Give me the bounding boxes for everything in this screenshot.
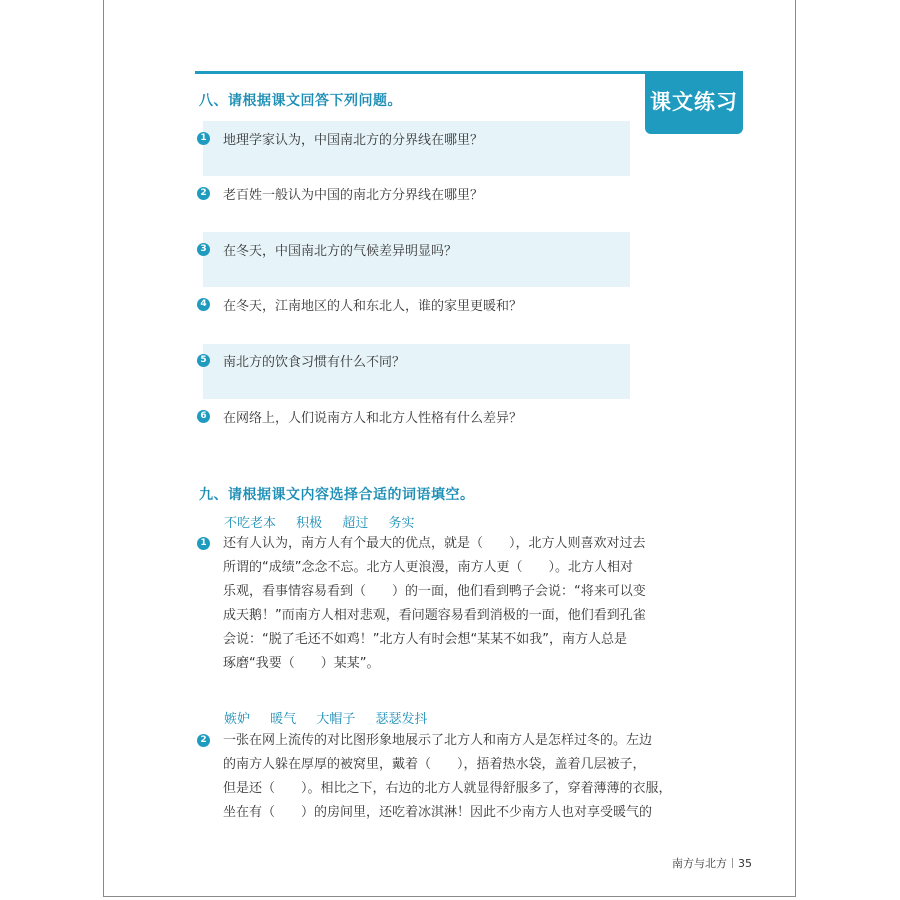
exercise-number-badge: 2 xyxy=(197,734,210,747)
paragraph-line: 乐观，看事情容易看到（ ）的一面，他们看到鸭子会说：“将来可以变 xyxy=(223,584,646,599)
word-bank-item: 嫉妒 xyxy=(224,712,251,727)
word-bank-item: 大帽子 xyxy=(316,712,356,727)
paragraph-line: 琢磨“我要（ ）某某”。 xyxy=(223,656,380,671)
word-bank-item: 积极 xyxy=(296,516,323,531)
exercise-paragraph-1 xyxy=(197,532,646,676)
exercise-paragraph-2 xyxy=(197,729,672,825)
word-bank-item: 不吃老本 xyxy=(224,516,277,531)
question-item xyxy=(197,350,405,370)
paragraph-line: 会说：“脱了毛还不如鸡！”北方人有时会想“某某不如我”，南方人总是 xyxy=(223,632,627,647)
question-text: 南北方的饮食习惯有什么不同？ xyxy=(223,354,406,370)
question-text: 在冬天，江南地区的人和东北人，谁的家里更暖和？ xyxy=(223,298,523,314)
paragraph-line: 成天鹅！”而南方人相对悲观，看问题容易看到消极的一面，他们看到孔雀 xyxy=(223,608,646,623)
question-number-badge: 2 xyxy=(197,187,210,200)
paragraph-line: 一张在网上流传的对比图形象地展示了北方人和南方人是怎样过冬的。左边 xyxy=(223,733,653,748)
question-number-badge: 4 xyxy=(197,298,210,311)
question-number-badge: 1 xyxy=(197,132,210,145)
word-bank-1 xyxy=(224,512,424,531)
exercise-number-badge: 1 xyxy=(197,537,210,550)
section-9-title: 九、请根据课文内容选择合适的词语填空。 xyxy=(199,487,475,503)
question-text: 老百姓一般认为中国的南北方分界线在哪里？ xyxy=(223,187,484,203)
question-item xyxy=(197,406,522,426)
question-number-badge: 6 xyxy=(197,410,210,423)
section-tab: 课文练习 xyxy=(645,71,743,134)
word-bank-item: 瑟瑟发抖 xyxy=(375,712,428,727)
paragraph-line: 所谓的“成绩”念念不忘。北方人更浪漫，南方人更（ ）。北方人相对 xyxy=(223,560,633,575)
question-item xyxy=(197,183,483,203)
footer-book-title: 南方与北方 xyxy=(672,857,727,870)
question-number-badge: 5 xyxy=(197,354,210,367)
footer-divider xyxy=(732,858,733,868)
page-footer xyxy=(672,855,752,871)
word-bank-item: 暖气 xyxy=(270,712,297,727)
question-text: 地理学家认为，中国南北方的分界线在哪里？ xyxy=(223,132,484,148)
section-8-title: 八、请根据课文回答下列问题。 xyxy=(199,93,402,109)
question-item xyxy=(197,239,457,259)
question-number-badge: 3 xyxy=(197,243,210,256)
word-bank-item: 务实 xyxy=(388,516,415,531)
question-text: 在冬天，中国南北方的气候差异明显吗？ xyxy=(223,243,458,259)
question-item xyxy=(197,294,522,314)
paragraph-line: 的南方人躲在厚厚的被窝里，戴着（ ），捂着热水袋，盖着几层被子， xyxy=(223,757,646,772)
paragraph-line: 还有人认为，南方人有个最大的优点，就是（ ），北方人则喜欢对过去 xyxy=(223,536,646,551)
word-bank-item: 超过 xyxy=(342,516,369,531)
question-text: 在网络上，人们说南方人和北方人性格有什么差异？ xyxy=(223,410,523,426)
paragraph-line: 但是还（ ）。相比之下，右边的北方人就显得舒服多了，穿着薄薄的衣服， xyxy=(223,781,672,796)
page-number: 35 xyxy=(738,857,752,870)
paragraph-line: 坐在有（ ）的房间里，还吃着冰淇淋！因此不少南方人也对享受暖气的 xyxy=(223,805,653,820)
question-item xyxy=(197,128,483,148)
word-bank-2 xyxy=(224,708,437,727)
